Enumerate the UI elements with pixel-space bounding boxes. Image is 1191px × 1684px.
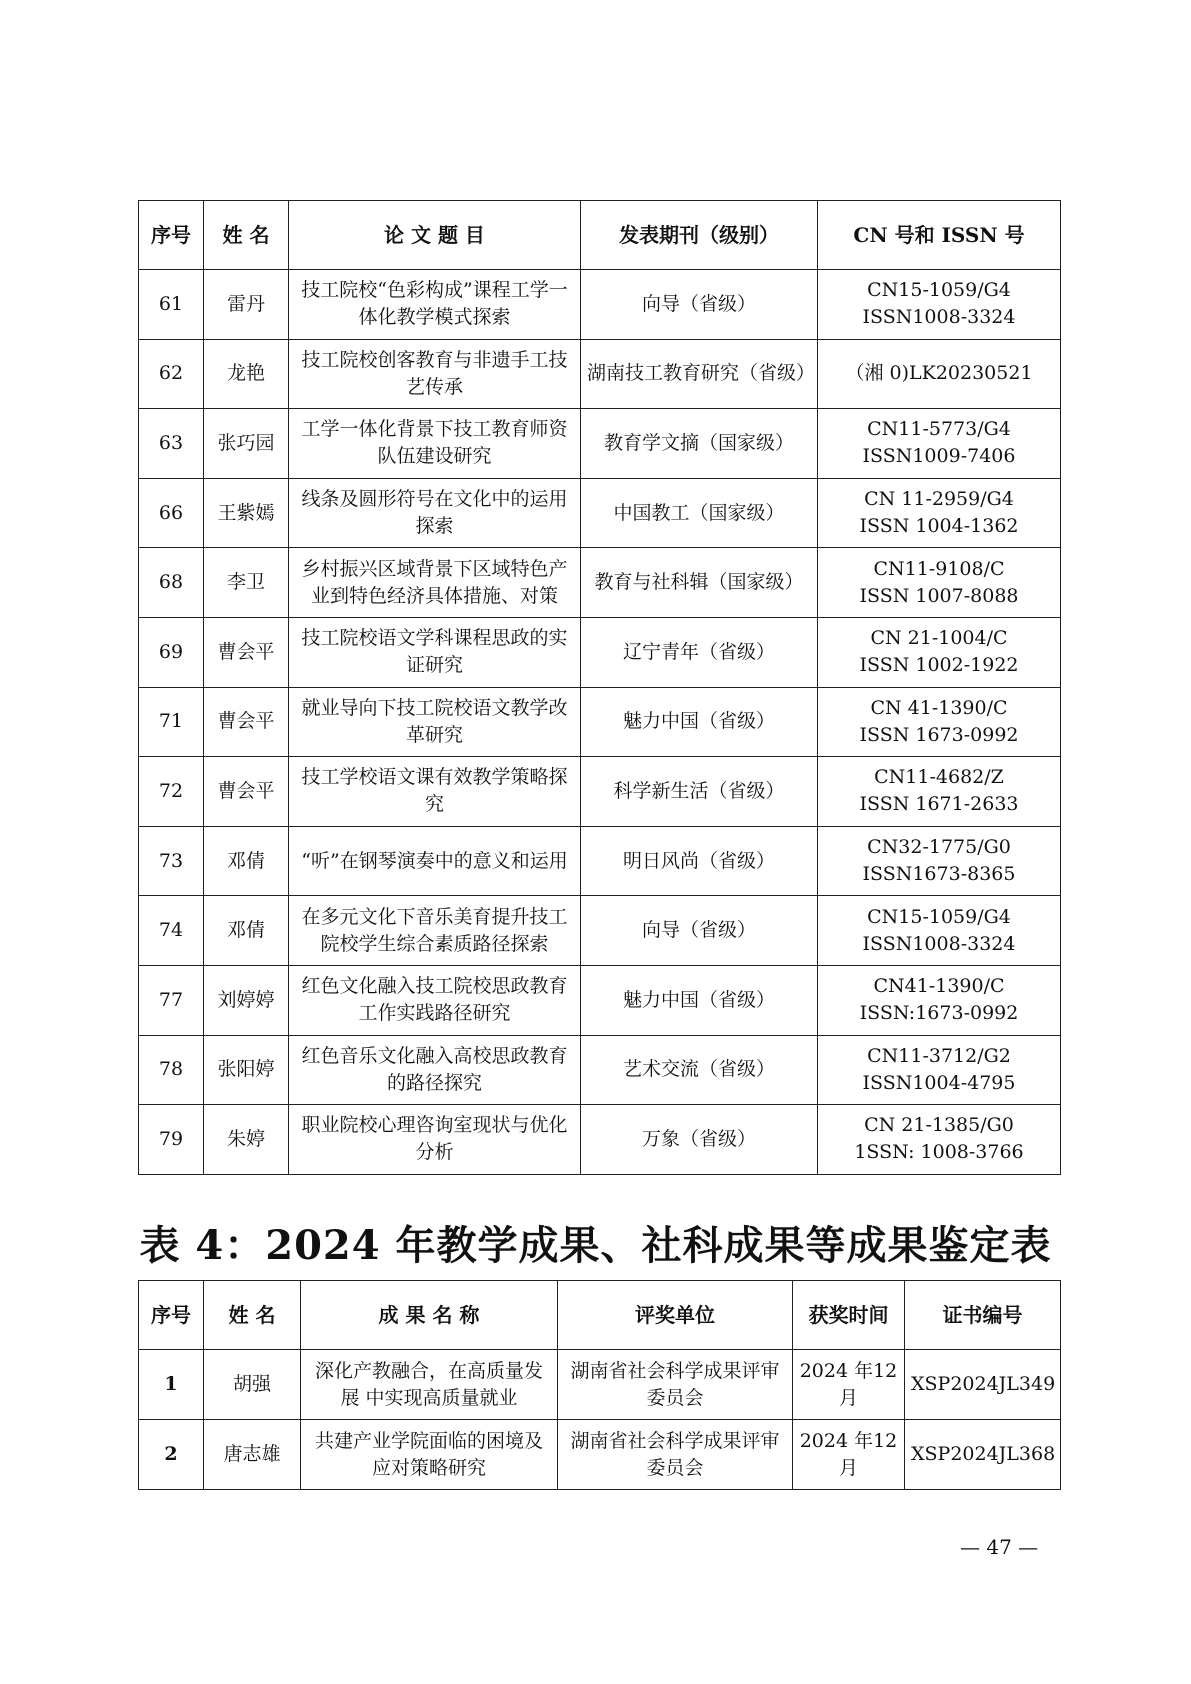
row-issn: ISSN 1673-0992 <box>859 723 1019 746</box>
row-name: 张巧园 <box>204 409 289 479</box>
header-name: 姓 名 <box>204 1281 301 1350</box>
row-seq: 71 <box>139 687 204 757</box>
header-journal: 发表期刊（级别） <box>581 201 818 270</box>
row-issn: ISSN1008-3324 <box>862 306 1016 329</box>
row-cn: CN 21-1004/C <box>870 627 1008 650</box>
row-award-unit: 湖南省社会科学成果评审委员会 <box>558 1350 793 1420</box>
row-name: 雷丹 <box>204 270 289 340</box>
section-title: 表 4：2024 年教学成果、社科成果等成果鉴定表 <box>139 1222 1052 1269</box>
table-row <box>139 965 1061 1035</box>
row-certificate-number: XSP2024JL349 <box>905 1350 1061 1420</box>
papers-table-header-row <box>139 201 1061 270</box>
row-issn: ISSN 1007-8088 <box>859 584 1019 607</box>
row-paper-title: 就业导向下技工院校语文教学改革研究 <box>289 687 581 757</box>
row-seq: 74 <box>139 896 204 966</box>
row-paper-title: 技工院校“色彩构成”课程工学一体化教学模式探索 <box>289 270 581 340</box>
row-issn: 1SSN: 1008-3766 <box>854 1141 1024 1164</box>
row-cn-issn <box>818 826 1061 896</box>
header-award-time: 获奖时间 <box>793 1281 905 1350</box>
table-row <box>139 478 1061 548</box>
row-cn-issn <box>818 617 1061 687</box>
table-row <box>139 270 1061 340</box>
row-name: 刘婷婷 <box>204 965 289 1035</box>
row-cn-issn <box>818 339 1061 409</box>
papers-table <box>138 200 1061 1175</box>
row-issn: ISSN1004-4795 <box>862 1071 1016 1094</box>
table-row <box>139 617 1061 687</box>
row-cn: CN41-1390/C <box>873 975 1005 998</box>
row-cn-issn <box>818 757 1061 827</box>
row-cn: CN32-1775/G0 <box>867 836 1011 859</box>
row-journal: 中国教工（国家级） <box>581 478 818 548</box>
row-journal: 科学新生活（省级） <box>581 757 818 827</box>
row-award-unit: 湖南省社会科学成果评审委员会 <box>558 1420 793 1490</box>
row-cn-issn <box>818 896 1061 966</box>
header-seq: 序号 <box>139 1281 204 1350</box>
row-journal: 明日风尚（省级） <box>581 826 818 896</box>
table-row <box>139 339 1061 409</box>
row-name: 龙艳 <box>204 339 289 409</box>
row-cn-issn <box>818 548 1061 618</box>
row-issn: ISSN1008-3324 <box>862 932 1016 955</box>
awards-table <box>138 1280 1061 1490</box>
row-cn: CN11-5773/G4 <box>867 418 1011 441</box>
table-row <box>139 826 1061 896</box>
row-paper-title: 职业院校心理咨询室现状与优化分析 <box>289 1105 581 1175</box>
row-paper-title: 工学一体化背景下技工教育师资队伍建设研究 <box>289 409 581 479</box>
page-number: — 47 — <box>960 1535 1039 1559</box>
table-row <box>139 409 1061 479</box>
header-certificate-number: 证书编号 <box>905 1281 1061 1350</box>
row-name: 王紫嫣 <box>204 478 289 548</box>
row-name: 曹会平 <box>204 617 289 687</box>
row-paper-title: 技工院校语文学科课程思政的实证研究 <box>289 617 581 687</box>
row-seq: 79 <box>139 1105 204 1175</box>
row-paper-title: “听”在钢琴演奏中的意义和运用 <box>289 826 581 896</box>
row-seq: 68 <box>139 548 204 618</box>
row-name: 曹会平 <box>204 687 289 757</box>
row-award-time: 2024 年12月 <box>793 1420 905 1490</box>
row-paper-title: 线条及圆形符号在文化中的运用探索 <box>289 478 581 548</box>
table-row <box>139 1420 1061 1490</box>
row-cn: CN 11-2959/G4 <box>864 488 1014 511</box>
row-name: 唐志雄 <box>204 1420 301 1490</box>
row-cn-issn <box>818 965 1061 1035</box>
awards-table-header-row <box>139 1281 1061 1350</box>
row-cn: CN11-9108/C <box>873 557 1005 580</box>
row-name: 曹会平 <box>204 757 289 827</box>
table-row <box>139 548 1061 618</box>
row-name: 李卫 <box>204 548 289 618</box>
row-seq: 69 <box>139 617 204 687</box>
row-seq: 72 <box>139 757 204 827</box>
row-journal: 教育与社科辑（国家级） <box>581 548 818 618</box>
row-journal: 教育学文摘（国家级） <box>581 409 818 479</box>
row-award-time: 2024 年12月 <box>793 1350 905 1420</box>
row-paper-title: 红色文化融入技工院校思政教育工作实践路径研究 <box>289 965 581 1035</box>
header-name: 姓 名 <box>204 201 289 270</box>
row-paper-title: 技工院校创客教育与非遗手工技艺传承 <box>289 339 581 409</box>
row-issn: ISSN 1671-2633 <box>859 793 1019 816</box>
table-row <box>139 757 1061 827</box>
row-journal: 万象（省级） <box>581 1105 818 1175</box>
row-cn-issn <box>818 270 1061 340</box>
table-row <box>139 1105 1061 1175</box>
table-row <box>139 1350 1061 1420</box>
row-name: 张阳婷 <box>204 1035 289 1105</box>
row-cn-issn <box>818 687 1061 757</box>
row-journal: 艺术交流（省级） <box>581 1035 818 1105</box>
row-seq: 63 <box>139 409 204 479</box>
row-seq: 78 <box>139 1035 204 1105</box>
row-paper-title: 技工学校语文课有效教学策略探究 <box>289 757 581 827</box>
row-cn: CN15-1059/G4 <box>867 279 1011 302</box>
row-seq: 73 <box>139 826 204 896</box>
row-seq: 62 <box>139 339 204 409</box>
row-paper-title: 在多元文化下音乐美育提升技工院校学生综合素质路径探索 <box>289 896 581 966</box>
row-cn: CN15-1059/G4 <box>867 905 1011 928</box>
row-paper-title: 乡村振兴区域背景下区域特色产业到特色经济具体措施、对策 <box>289 548 581 618</box>
row-cn: CN11-3712/G2 <box>867 1044 1011 1067</box>
row-cn-issn <box>818 1035 1061 1105</box>
header-cn-issn: CN 号和 ISSN 号 <box>818 201 1061 270</box>
table-row <box>139 687 1061 757</box>
table-row <box>139 1035 1061 1105</box>
row-seq: 77 <box>139 965 204 1035</box>
row-cn-issn <box>818 1105 1061 1175</box>
header-paper-title: 论 文 题 目 <box>289 201 581 270</box>
row-cn: CN11-4682/Z <box>874 766 1004 789</box>
table-row <box>139 896 1061 966</box>
row-seq: 1 <box>139 1350 204 1420</box>
header-seq: 序号 <box>139 201 204 270</box>
row-journal: 向导（省级） <box>581 896 818 966</box>
row-cn-issn <box>818 478 1061 548</box>
row-issn: ISSN1009-7406 <box>862 445 1016 468</box>
row-name: 邓倩 <box>204 896 289 966</box>
row-journal: 魅力中国（省级） <box>581 965 818 1035</box>
row-seq: 61 <box>139 270 204 340</box>
row-certificate-number: XSP2024JL368 <box>905 1420 1061 1490</box>
header-award-unit: 评奖单位 <box>558 1281 793 1350</box>
row-journal: 向导（省级） <box>581 270 818 340</box>
row-issn: ISSN 1002-1922 <box>859 654 1019 677</box>
row-journal: 湖南技工教育研究（省级） <box>581 339 818 409</box>
row-name: 朱婷 <box>204 1105 289 1175</box>
header-achievement-title: 成 果 名 称 <box>301 1281 558 1350</box>
row-paper-title: 红色音乐文化融入高校思政教育的路径探究 <box>289 1035 581 1105</box>
row-seq: 66 <box>139 478 204 548</box>
row-issn: ISSN:1673-0992 <box>859 1002 1019 1025</box>
row-issn: ISSN 1004-1362 <box>859 515 1019 538</box>
row-issn: ISSN1673-8365 <box>862 863 1016 886</box>
row-cn: CN 41-1390/C <box>870 696 1008 719</box>
row-journal: 辽宁青年（省级） <box>581 617 818 687</box>
row-cn-issn <box>818 409 1061 479</box>
row-name: 胡强 <box>204 1350 301 1420</box>
row-seq: 2 <box>139 1420 204 1490</box>
row-journal: 魅力中国（省级） <box>581 687 818 757</box>
row-cn: （湘 0)LK20230521 <box>845 362 1033 385</box>
row-cn: CN 21-1385/G0 <box>864 1114 1014 1137</box>
row-name: 邓倩 <box>204 826 289 896</box>
row-achievement-title: 共建产业学院面临的困境及应对策略研究 <box>301 1420 558 1490</box>
row-achievement-title: 深化产教融合，在高质量发展 中实现高质量就业 <box>301 1350 558 1420</box>
